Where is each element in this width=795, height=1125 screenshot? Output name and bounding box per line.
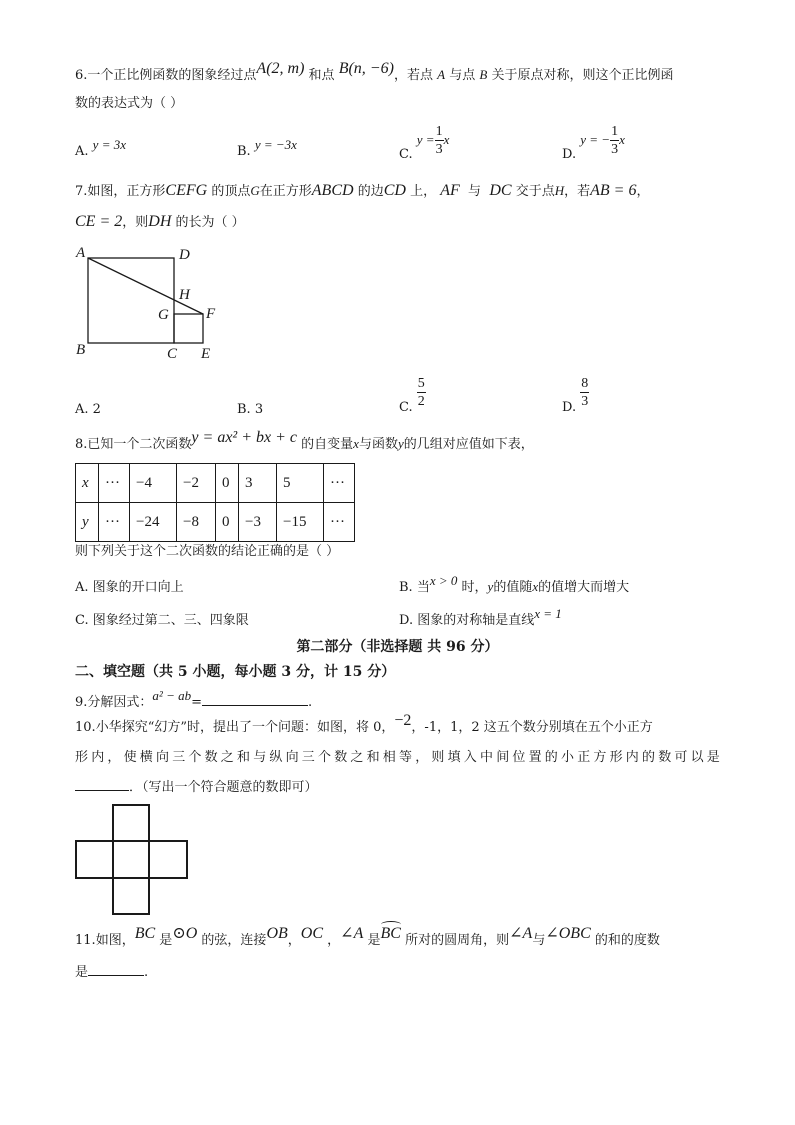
cell-left: [76, 841, 113, 878]
q8-text: 的几组对应值如下表，: [403, 437, 534, 452]
q11-math: OC: [300, 925, 324, 942]
q6-var: B: [479, 67, 488, 82]
q7-stem-line2: [75, 213, 245, 232]
option-value: 2: [92, 402, 101, 417]
option-var: x: [619, 132, 625, 147]
option-label: B.: [237, 402, 251, 417]
q7-var: H: [554, 183, 565, 198]
q7-text: ，: [636, 184, 650, 199]
label-a: A: [76, 245, 86, 261]
table-cell: 0: [216, 464, 239, 503]
q8-option-a[interactable]: [75, 576, 184, 595]
q8-number: 8.: [75, 437, 88, 452]
q10-number: 10.: [75, 720, 96, 735]
q7-stem-line1: [75, 182, 649, 201]
q6-stem-line1: [75, 60, 674, 85]
part2-title: 第二部分（非选择题 共 96 分）: [296, 639, 499, 655]
q11-text: 的弦，连接: [201, 933, 267, 948]
q11-arc-label: BC: [380, 925, 401, 942]
q6-number: 6.: [75, 68, 88, 83]
q11-text: 是: [367, 933, 381, 948]
q7-math: DC: [489, 182, 512, 199]
table-cell: −15: [277, 503, 324, 542]
option-expr: x = 1: [534, 606, 562, 621]
denominator: 2: [417, 394, 425, 409]
arc-icon: [381, 921, 401, 928]
label-b: B: [76, 342, 86, 358]
label-d: D: [179, 247, 190, 263]
q11-text: ，: [287, 933, 301, 948]
q6-option-b[interactable]: [237, 137, 297, 159]
q10-answer-blank[interactable]: [75, 776, 129, 791]
table-cell: −4: [130, 464, 177, 503]
label-f: F: [206, 306, 216, 322]
option-label: B.: [399, 580, 413, 595]
option-label: D.: [562, 147, 577, 162]
table-row-y: [76, 503, 355, 542]
point-a: A(2, m): [256, 60, 305, 77]
q9-stem: [75, 688, 313, 712]
numerator: 8: [581, 376, 589, 391]
table-cell: 5: [277, 464, 324, 503]
q8-text: 的自变量: [301, 437, 354, 452]
q11-answer-blank[interactable]: [88, 961, 144, 976]
q7-text: 如图，正方形: [87, 184, 166, 199]
q11-text: 如图，: [95, 933, 135, 948]
fraction: [610, 124, 619, 157]
denominator: 3: [581, 394, 589, 409]
square-abcd: [88, 258, 174, 343]
q9-answer-blank[interactable]: [202, 691, 308, 706]
point-b: B(n, −6): [338, 60, 394, 77]
q7-option-b[interactable]: [237, 402, 263, 417]
q8-value-table: [75, 463, 355, 542]
q7-square-figure: [60, 240, 260, 370]
option-text: 图象的对称轴是直线: [417, 613, 535, 628]
q10-text: 小华探究“幻方”时，提出了一个问题：如图，将 0，: [95, 720, 395, 735]
cell-right: [149, 841, 187, 878]
option-expr: y = 3x: [92, 137, 126, 152]
q11-math: ∠OBC: [545, 925, 591, 942]
numerator: 1: [611, 124, 619, 139]
q10-math: −2: [394, 712, 412, 729]
q8-var: x: [353, 436, 359, 451]
q7-var: G: [250, 183, 260, 198]
q6-option-d[interactable]: [562, 124, 625, 162]
label-e: E: [201, 346, 211, 362]
q7-option-d[interactable]: [562, 376, 589, 415]
option-label: D.: [562, 400, 577, 415]
q8-function: y = ax² + bx + c: [191, 429, 298, 446]
option-label: A.: [75, 580, 89, 595]
q11-text: 是: [75, 965, 89, 980]
q6-text: 和点: [308, 68, 335, 83]
q7-text: 上，: [410, 184, 437, 199]
q7-math: AB = 6: [590, 182, 637, 199]
fraction: [435, 124, 444, 157]
option-text: 当: [416, 580, 430, 595]
option-label: C.: [75, 613, 89, 628]
q7-math: CE = 2: [75, 213, 123, 230]
q11-text: .: [144, 965, 149, 980]
fraction: [417, 376, 426, 409]
option-label: B.: [237, 144, 251, 159]
label-g: G: [158, 307, 169, 323]
q7-text: ，则: [122, 215, 149, 230]
table-cell: ···: [324, 503, 355, 542]
option-var: x: [532, 579, 539, 594]
option-label: A.: [75, 402, 89, 417]
q11-math: ∠A: [340, 925, 364, 942]
square-cefg: [174, 314, 203, 343]
label-c: C: [167, 346, 178, 362]
q9-text: 分解因式：: [87, 695, 153, 710]
table-cell: y: [76, 503, 99, 542]
q8-var: y: [397, 436, 404, 451]
table-cell: ···: [324, 464, 355, 503]
table-cell: −2: [177, 464, 216, 503]
q8-text: 与函数: [358, 437, 398, 452]
option-text: 图象经过第二、三、四象限: [92, 613, 249, 628]
table-row-x: [76, 464, 355, 503]
q11-text: 所对的圆周角，则: [405, 933, 510, 948]
table-cell: x: [76, 464, 99, 503]
option-text: 时，: [461, 580, 488, 595]
option-text: 的值增大而增大: [538, 580, 630, 595]
q6-stem-line2: 数的表达式为（ ）: [75, 96, 184, 111]
line-af: [88, 258, 203, 314]
q10-cross-figure: [70, 800, 195, 920]
q8-text: 已知一个二次函数: [87, 437, 192, 452]
table-cell: 3: [239, 464, 277, 503]
fraction: [580, 376, 589, 409]
cell-center: [113, 841, 149, 878]
q7-text: 的边: [357, 184, 384, 199]
table-cell: −3: [239, 503, 277, 542]
q7-text: 在正方形: [259, 184, 312, 199]
option-var: x: [443, 132, 450, 147]
table-cell: 0: [216, 503, 239, 542]
q7-math: DH: [148, 213, 172, 230]
q7-text: 与: [468, 184, 482, 199]
option-expr: y =: [416, 132, 435, 147]
option-text: 的值随: [493, 580, 533, 595]
option-var: y: [487, 579, 494, 594]
q7-text: ，若: [564, 184, 591, 199]
q7-math: CD: [383, 182, 406, 199]
table-cell: −24: [130, 503, 177, 542]
q9-number: 9.: [75, 695, 88, 710]
q6-text: 一个正比例函数的图象经过点: [87, 68, 257, 83]
q10-text: ．（写出一个符合题意的数即可）: [129, 780, 318, 795]
section-heading: 二、填空题（共 5 小题，每小题 3 分，计 15 分）: [75, 664, 396, 680]
q6-option-c[interactable]: [399, 124, 450, 162]
q6-text: 关于原点对称，则这个正比例函: [491, 68, 674, 83]
q11-text: 的和的度数: [594, 933, 660, 948]
q7-number: 7.: [75, 184, 88, 199]
option-label: C.: [399, 400, 413, 415]
q7-option-a[interactable]: [75, 402, 101, 417]
q7-text: 的长为（ ）: [175, 215, 245, 230]
q7-math: ABCD: [311, 182, 354, 199]
q6-text: ，若点: [393, 68, 433, 83]
q11-number: 11.: [75, 933, 96, 948]
option-label: D.: [399, 613, 414, 628]
q6-text: 与点: [449, 68, 476, 83]
q6-var: A: [437, 67, 446, 82]
q7-math: AF: [440, 182, 460, 199]
table-cell: ···: [99, 503, 130, 542]
option-label: C.: [399, 147, 413, 162]
q8-option-d[interactable]: [399, 606, 562, 628]
numerator: 1: [435, 124, 443, 139]
numerator: 5: [417, 376, 425, 391]
q7-text: 的顶点: [211, 184, 251, 199]
q11-math: ⊙O: [172, 925, 198, 942]
q10-stem-line2: 形内，使横向三个数之和与纵向三个数之和相等，则填入中间位置的小正方形内的数可以是: [75, 750, 724, 765]
q8-option-b[interactable]: [399, 573, 630, 595]
label-h: H: [179, 287, 190, 303]
q11-arc: [381, 925, 401, 943]
q10-text: ，-1，1，2 这五个数分别填在五个小正方: [411, 720, 653, 735]
cell-bottom: [113, 878, 149, 914]
q9-equals: =: [191, 695, 202, 710]
q9-text: .: [308, 695, 313, 710]
q11-text: 与: [532, 933, 546, 948]
option-expr: y = −: [580, 132, 611, 147]
table-cell: ···: [99, 464, 130, 503]
q8-prompt: 则下列关于这个二次函数的结论正确的是（ ）: [75, 544, 340, 559]
q9-expr: a² − ab: [152, 688, 192, 703]
option-value: 3: [254, 402, 264, 417]
denominator: 3: [611, 142, 619, 157]
q10-stem-line1: [75, 712, 653, 737]
q10-stem-line3: [75, 776, 318, 797]
q7-text: 交于点: [515, 184, 555, 199]
q11-stem-line2: [75, 961, 148, 982]
q6-option-a[interactable]: [75, 137, 126, 159]
table-cell: −8: [177, 503, 216, 542]
denominator: 3: [435, 142, 443, 157]
q11-math: BC: [134, 925, 156, 942]
q11-stem-line1: [75, 925, 660, 950]
q7-math: CEFG: [165, 182, 208, 199]
q11-math: ∠A: [509, 925, 533, 942]
option-text: 图象的开口向上: [92, 580, 184, 595]
q11-text: ，: [327, 933, 341, 948]
q7-option-c[interactable]: [399, 376, 426, 415]
cell-top: [113, 805, 149, 841]
q11-text: 是: [159, 933, 173, 948]
option-expr: x > 0: [429, 573, 458, 588]
q11-math: OB: [266, 925, 288, 942]
q8-option-c[interactable]: [75, 609, 249, 628]
option-expr: y = −3x: [254, 137, 297, 152]
q8-stem: [75, 429, 534, 454]
option-label: A.: [75, 144, 89, 159]
